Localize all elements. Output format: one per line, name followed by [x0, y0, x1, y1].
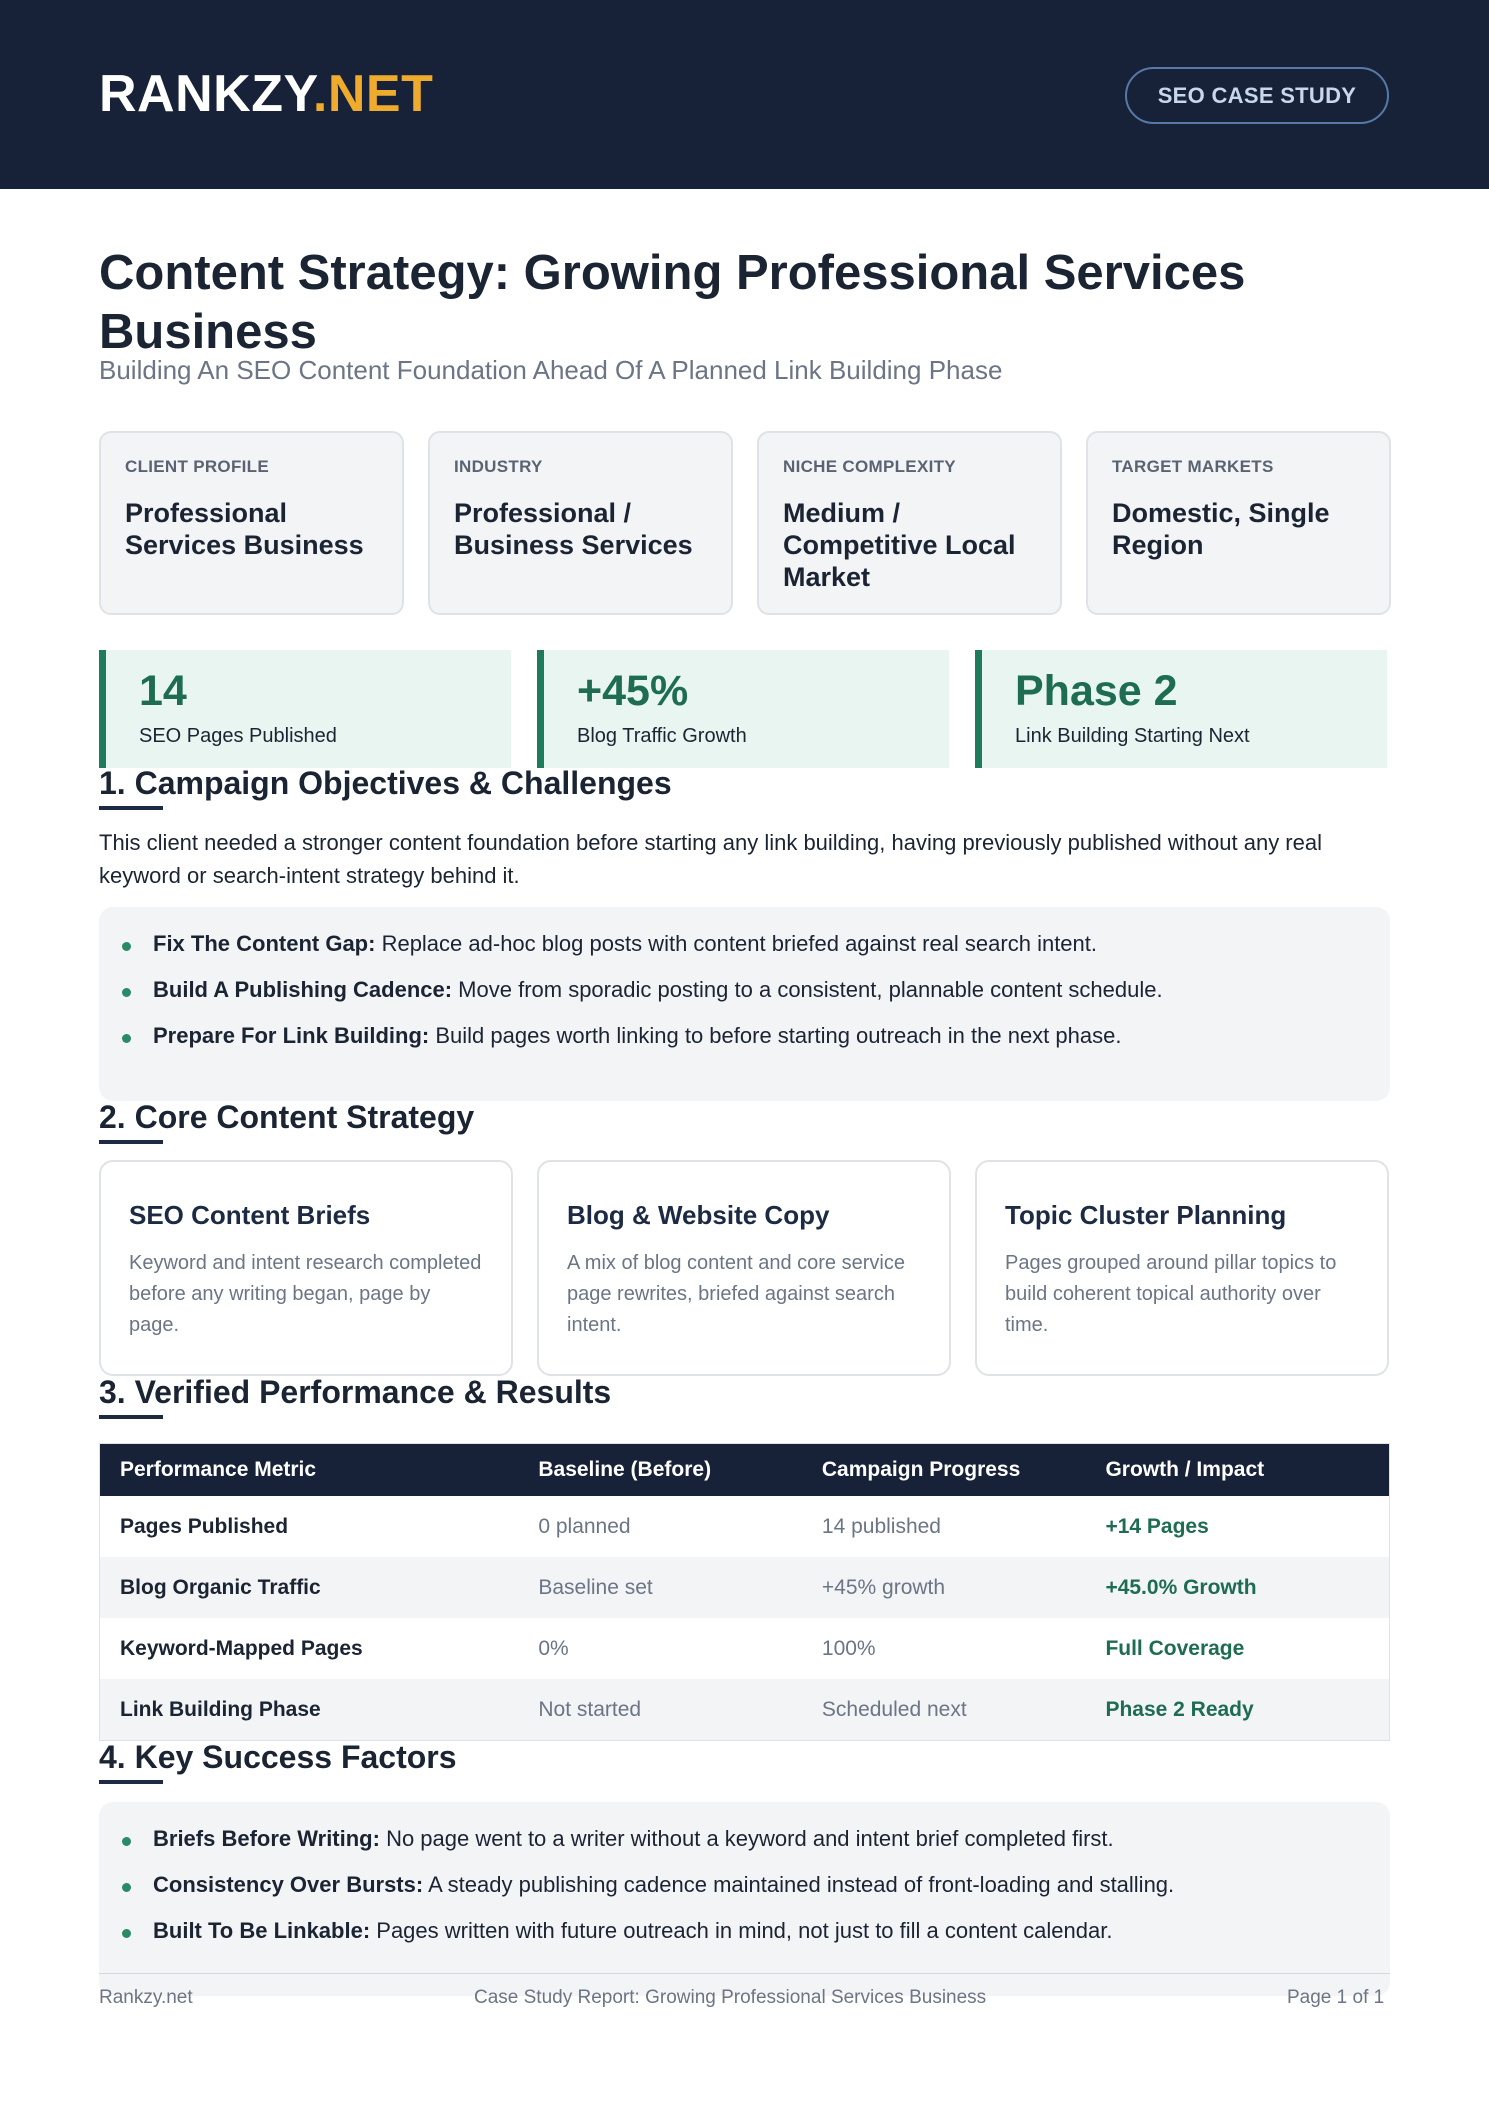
stat-link-building — [975, 650, 1387, 768]
brand-logo[interactable] — [99, 64, 433, 124]
stat-value: +45% — [577, 667, 689, 715]
table-row — [100, 1679, 1389, 1740]
strategy-card-desc: Keyword and intent research completed before any writing began, page by page. — [129, 1252, 482, 1336]
bullet-text: Move from sporadic posting to a consistent, plannable content schedule. — [452, 977, 1163, 1002]
table-row — [100, 1618, 1389, 1679]
profile-label: TARGET MARKETS — [1112, 457, 1274, 476]
bullet-dot — [122, 942, 131, 951]
bullet-text: No page went to a writer without a keyword and intent brief completed first. — [379, 1826, 1114, 1851]
metric-cell: Blog Organic Traffic — [120, 1575, 321, 1599]
profile-card-niche — [757, 431, 1062, 615]
baseline-cell: Baseline set — [538, 1575, 653, 1599]
profile-value: Professional / Business Services — [454, 498, 693, 560]
impact-cell: +14 Pages — [1105, 1514, 1209, 1538]
table-header-row — [100, 1444, 1389, 1496]
impact-cell: Phase 2 Ready — [1105, 1697, 1254, 1721]
stat-caption: Blog Traffic Growth — [577, 725, 747, 747]
section-heading-results: 3. Verified Performance & Results — [99, 1374, 612, 1410]
strategy-card-briefs — [99, 1160, 513, 1376]
baseline-cell: 0 planned — [538, 1514, 631, 1538]
stat-caption: Link Building Starting Next — [1015, 725, 1250, 747]
stat-caption: SEO Pages Published — [139, 725, 337, 747]
profile-label: CLIENT PROFILE — [125, 457, 269, 476]
list-item — [151, 1916, 1390, 1946]
bullet-dot — [122, 1883, 131, 1892]
footer-site[interactable]: Rankzy.net — [99, 1987, 193, 2008]
objectives-intro: This client needed a stronger content foundation before starting any link building, having previously published without any real keyword or search-intent strategy behind it. — [99, 830, 1322, 888]
baseline-cell: Not started — [538, 1697, 642, 1721]
strategy-card-title: SEO Content Briefs — [129, 1200, 371, 1230]
success-factors-list — [99, 1802, 1390, 1996]
profile-card-markets — [1086, 431, 1391, 615]
page-title: Content Strategy: Growing Professional Services Business — [99, 246, 1246, 359]
page-header — [0, 0, 1489, 189]
footer-page-number: Page 1 of 1 — [1287, 1987, 1385, 2008]
objectives-list — [99, 907, 1390, 1101]
bullet-title: Consistency Over Bursts: — [153, 1872, 424, 1897]
stat-value: 14 — [139, 667, 187, 715]
list-item — [151, 929, 1390, 959]
column-header: Performance Metric — [120, 1458, 317, 1481]
bullet-text: Pages written with future outreach in mind, not just to fill a content calendar. — [370, 1918, 1113, 1943]
section-underline — [99, 1780, 163, 1784]
section-underline — [99, 1415, 163, 1419]
bullet-title: Briefs Before Writing: — [153, 1826, 380, 1851]
strategy-card-desc: A mix of blog content and core service page rewrites, briefed against search intent. — [567, 1252, 905, 1336]
metric-cell: Pages Published — [120, 1514, 289, 1538]
list-item — [151, 1870, 1390, 1900]
bullet-dot — [122, 1929, 131, 1938]
bullet-text: Replace ad-hoc blog posts with content briefed against real search intent. — [375, 931, 1097, 956]
progress-cell: +45% growth — [821, 1575, 946, 1599]
profile-value: Medium / Competitive Local Market — [783, 498, 1016, 592]
progress-cell: 100% — [821, 1636, 876, 1660]
case-study-badge: SEO CASE STUDY — [1125, 67, 1389, 124]
strategy-card-clusters — [975, 1160, 1389, 1376]
impact-cell: Full Coverage — [1105, 1636, 1245, 1660]
profile-label: NICHE COMPLEXITY — [783, 457, 956, 476]
strategy-card-desc: Pages grouped around pillar topics to build coherent topical authority over time. — [1005, 1252, 1337, 1336]
table-row — [100, 1557, 1389, 1618]
section-underline — [99, 806, 163, 810]
list-item — [151, 1021, 1390, 1051]
bullet-dot — [122, 1034, 131, 1043]
profile-card-industry — [428, 431, 733, 615]
metric-cell: Link Building Phase — [120, 1697, 321, 1721]
stat-blog-traffic — [537, 650, 949, 768]
stat-value: Phase 2 — [1015, 667, 1178, 715]
section-underline — [99, 1140, 163, 1144]
section-heading-objectives: 1. Campaign Objectives & Challenges — [99, 765, 672, 801]
bullet-text: A steady publishing cadence maintained instead of front-loading and stalling. — [423, 1872, 1175, 1897]
profile-label: INDUSTRY — [454, 457, 543, 476]
bullet-title: Build A Publishing Cadence: — [153, 977, 453, 1002]
column-header: Campaign Progress — [821, 1458, 1021, 1481]
strategy-card-copy — [537, 1160, 951, 1376]
bullet-title: Fix The Content Gap: — [153, 931, 376, 956]
column-header: Growth / Impact — [1105, 1458, 1265, 1481]
bullet-dot — [122, 988, 131, 997]
page-subtitle: Building An SEO Content Foundation Ahead Of A Planned Link Building Phase — [99, 355, 1003, 385]
stat-pages-published — [99, 650, 511, 768]
profile-value: Professional Services Business — [125, 498, 364, 560]
profile-card-client — [99, 431, 404, 615]
section-heading-strategy: 2. Core Content Strategy — [99, 1099, 475, 1135]
bullet-title: Prepare For Link Building: — [153, 1023, 430, 1048]
brand-domain: .NET — [312, 65, 434, 123]
bullet-title: Built To Be Linkable: — [153, 1918, 371, 1943]
strategy-card-title: Blog & Website Copy — [567, 1200, 830, 1230]
strategy-card-title: Topic Cluster Planning — [1005, 1200, 1287, 1230]
results-table — [99, 1443, 1390, 1741]
list-item — [151, 1824, 1390, 1854]
progress-cell: 14 published — [821, 1514, 941, 1538]
brand-name: RANKZY — [99, 65, 313, 123]
bullet-text: Build pages worth linking to before starting outreach in the next phase. — [429, 1023, 1122, 1048]
progress-cell: Scheduled next — [821, 1697, 967, 1721]
profile-value: Domestic, Single Region — [1112, 498, 1330, 560]
table-row — [100, 1496, 1389, 1557]
metric-cell: Keyword-Mapped Pages — [120, 1636, 363, 1660]
bullet-dot — [122, 1837, 131, 1846]
impact-cell: +45.0% Growth — [1105, 1575, 1257, 1599]
list-item — [151, 975, 1390, 1005]
column-header: Baseline (Before) — [538, 1458, 712, 1481]
footer-report-title: Case Study Report: Growing Professional Services Business — [474, 1987, 987, 2008]
baseline-cell: 0% — [538, 1636, 569, 1660]
section-heading-success-factors: 4. Key Success Factors — [99, 1739, 457, 1775]
footer-divider — [99, 1973, 1390, 1974]
